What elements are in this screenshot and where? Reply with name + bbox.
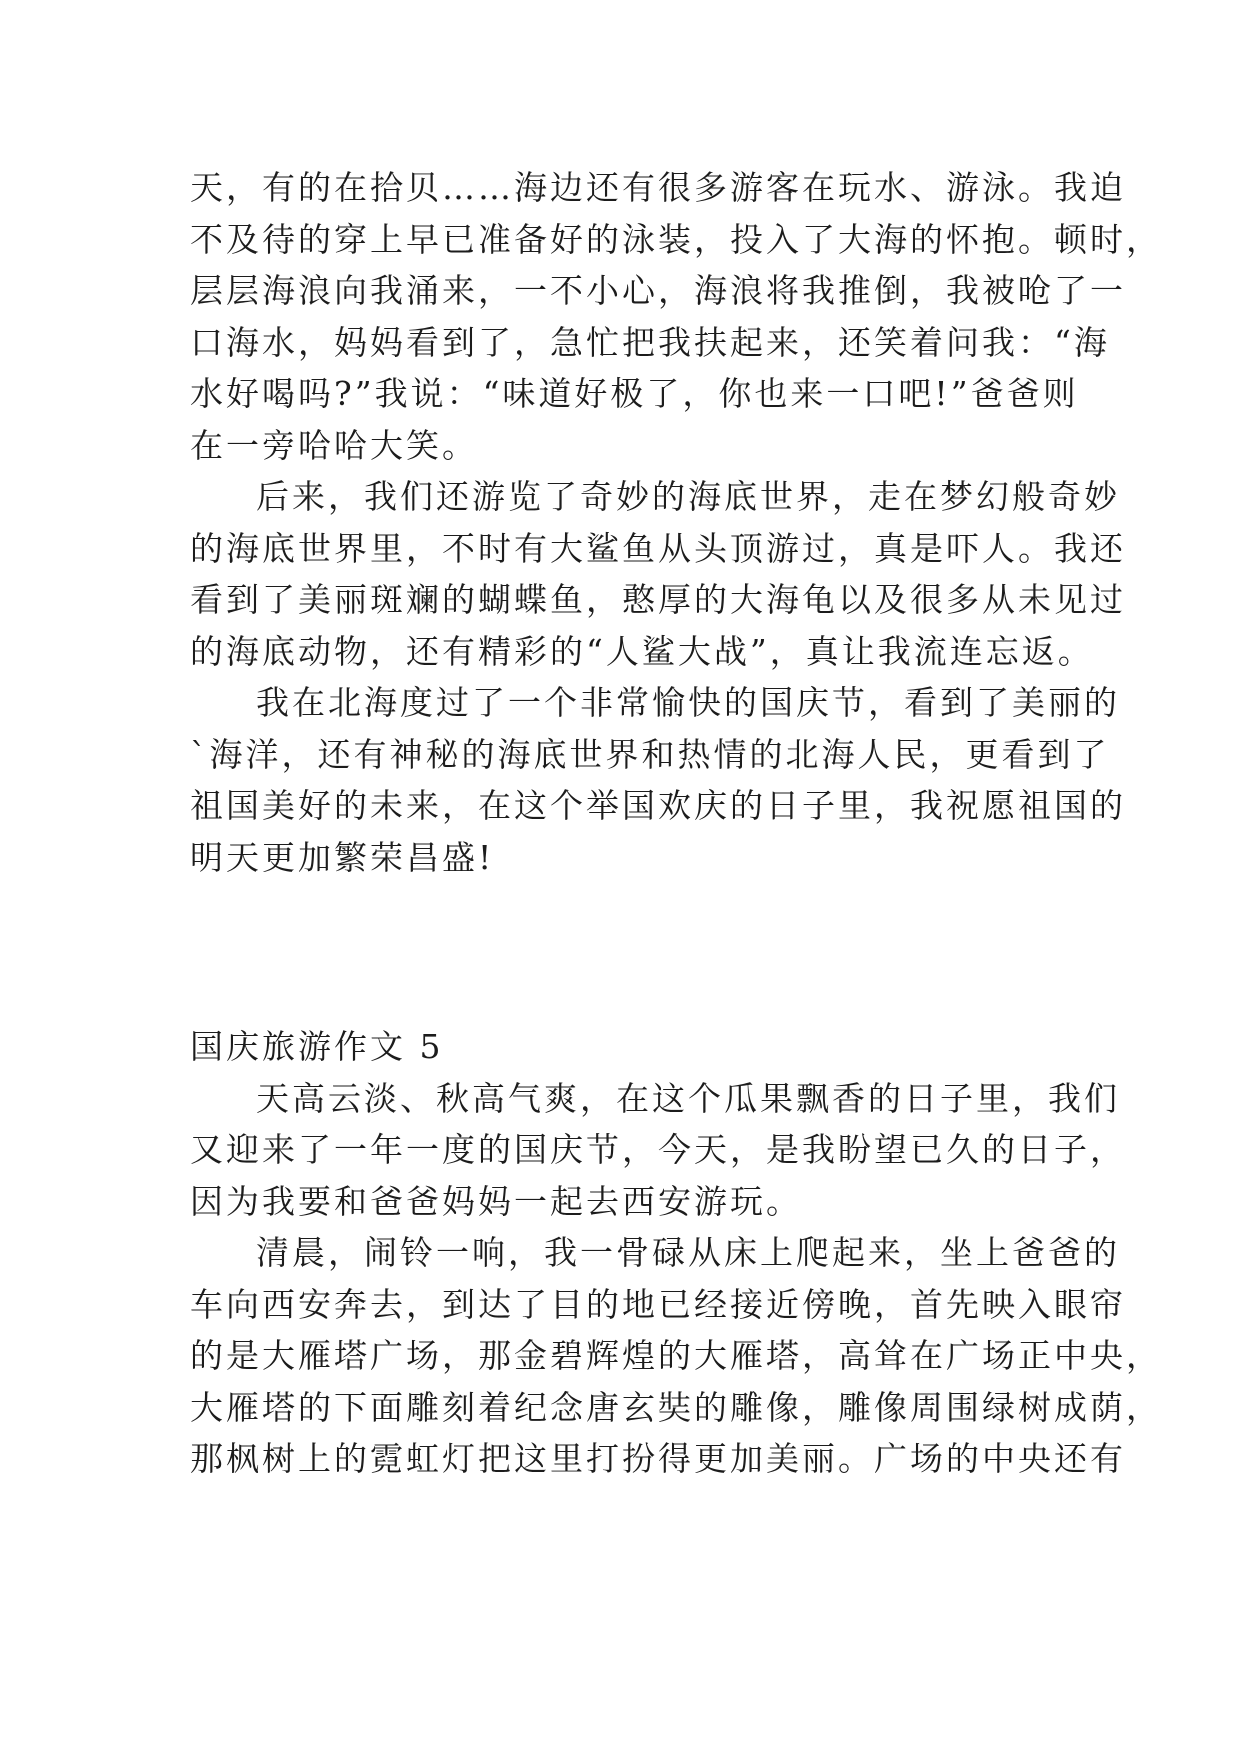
essay-upper-section [190,162,1162,883]
essay-lower-section [190,1021,1162,1485]
paragraph-line: 在一旁哈哈大笑。 [190,425,478,465]
paragraph-line: 的海底世界里，不时有大鲨鱼从头顶游过，真是吓人。我还 [190,528,1126,568]
paragraph-line: `海洋，还有神秘的海底世界和热情的北海人民，更看到了 [190,734,1110,774]
paragraph-line: 的是大雁塔广场，那金碧辉煌的大雁塔，高耸在广场正中央， [190,1336,1162,1375]
paragraph-line: 的海底动物，还有精彩的“人鲨大战”，真让我流连忘返。 [190,631,1094,671]
paragraph-line: 后来，我们还游览了奇妙的海底世界，走在梦幻般奇妙 [256,477,1120,516]
paragraph-line: 看到了美丽斑斓的蝴蝶鱼，憨厚的大海龟以及很多从未见过 [190,580,1126,619]
section-title: 国庆旅游作文 5 [190,1027,444,1066]
paragraph-line: 又迎来了一年一度的国庆节，今天，是我盼望已久的日子， [190,1130,1126,1169]
paragraph-line: 清晨，闹铃一响，我一骨碌从床上爬起来，坐上爸爸的 [256,1233,1120,1272]
paragraph-line: 车向西安奔去，到达了目的地已经接近傍晚，首先映入眼帘 [190,1284,1126,1324]
paragraph-line: 明天更加繁荣昌盛! [190,837,495,877]
paragraph-line: 水好喝吗?”我说：“味道好极了，你也来一口吧!”爸爸则 [190,374,1079,413]
paragraph-line: 天高云淡、秋高气爽，在这个瓜果飘香的日子里，我们 [256,1078,1120,1118]
paragraph-line: 因为我要和爸爸妈妈一起去西安游玩。 [190,1181,802,1221]
paragraph-line: 口海水，妈妈看到了，急忙把我扶起来，还笑着问我：“海 [190,322,1110,362]
paragraph-line: 那枫树上的霓虹灯把这里打扮得更加美丽。广场的中央还有 [190,1439,1126,1478]
paragraph-line: 祖国美好的未来，在这个举国欢庆的日子里，我祝愿祖国的 [190,786,1126,825]
paragraph-line: 我在北海度过了一个非常愉快的国庆节，看到了美丽的 [256,683,1120,722]
paragraph-line: 天，有的在拾贝……海边还有很多游客在玩水、游泳。我迫 [190,168,1126,207]
paragraph-line: 大雁塔的下面雕刻着纪念唐玄奘的雕像，雕像周围绿树成荫， [190,1387,1162,1427]
paragraph-line: 不及待的穿上早已准备好的泳装，投入了大海的怀抱。顿时， [190,219,1162,259]
paragraph-line: 层层海浪向我涌来，一不小心，海浪将我推倒，我被呛了一 [190,271,1126,310]
